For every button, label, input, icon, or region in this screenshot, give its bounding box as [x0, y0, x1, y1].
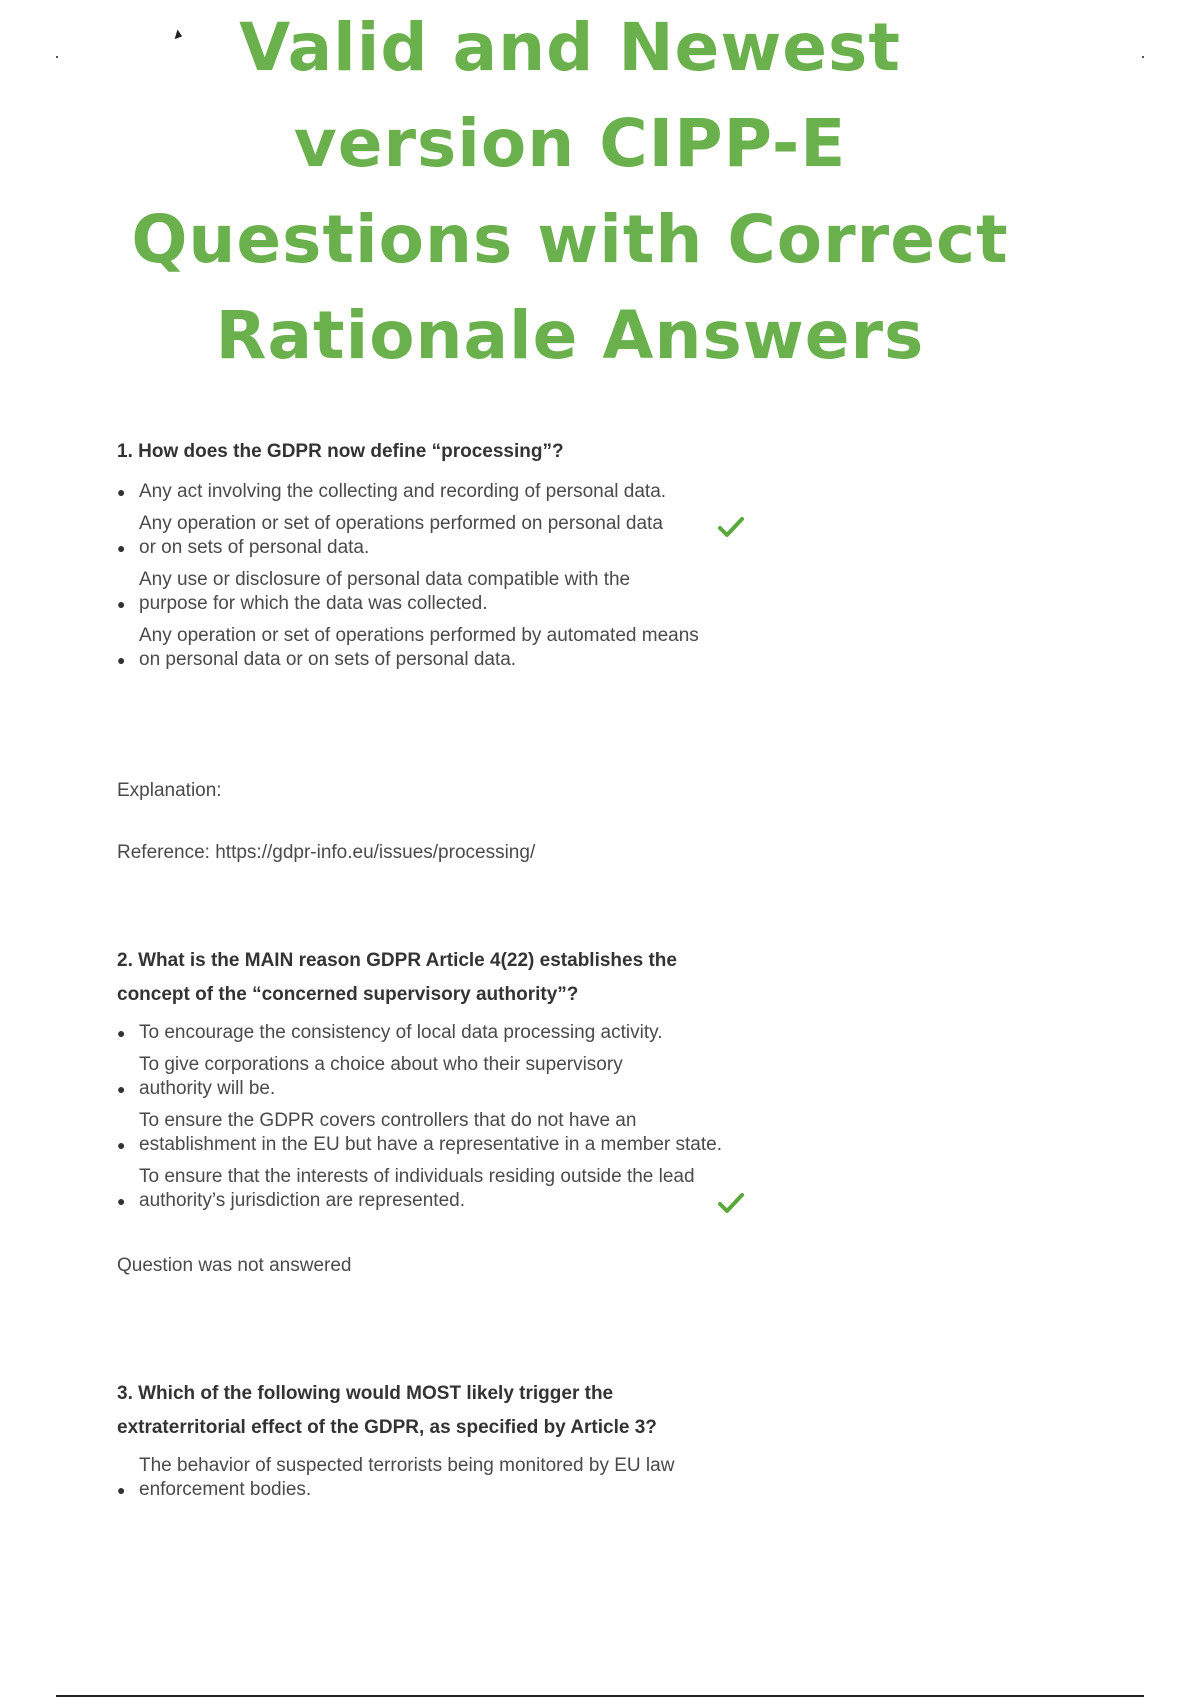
question-2-options — [117, 1021, 757, 1221]
checkmark-icon — [718, 516, 744, 538]
bullet-icon: ● — [117, 1025, 126, 1041]
bullet-icon: ● — [117, 596, 126, 612]
document-title — [60, 0, 1080, 384]
bullet-icon: ● — [117, 540, 126, 556]
answer-option-text: To ensure the GDPR covers controllers that do not have an establishment in the EU but have a representative in a member state. — [139, 1110, 722, 1155]
title-line: version CIPP-E — [293, 105, 847, 182]
answer-option[interactable] — [117, 624, 707, 672]
reference-text: Reference: https://gdpr-info.eu/issues/processing/ — [117, 842, 536, 863]
answer-option[interactable] — [117, 568, 697, 616]
answer-option-text: To give corporations a choice about who their supervisory authority will be. — [139, 1054, 623, 1099]
answer-option-text: Any operation or set of operations performed on personal data or on sets of personal data. — [139, 513, 663, 558]
answer-option-text: Any use or disclosure of personal data compatible with the purpose for which the data was collected. — [139, 569, 631, 614]
answer-option[interactable] — [117, 480, 757, 504]
bullet-icon: ● — [117, 652, 126, 668]
bullet-icon: ● — [117, 484, 126, 500]
bullet-icon: ● — [117, 1193, 126, 1209]
answer-option-text: The behavior of suspected terrorists being monitored by EU law enforcement bodies. — [139, 1455, 675, 1500]
corner-mark-right — [1142, 56, 1144, 58]
answer-option-text: To encourage the consistency of local data processing activity. — [139, 1022, 663, 1043]
question-3-options — [117, 1454, 757, 1510]
question-1-options — [117, 480, 757, 680]
answer-option[interactable] — [117, 1109, 757, 1157]
answer-option-correct[interactable] — [117, 512, 677, 560]
bullet-icon: ● — [117, 1137, 126, 1153]
corner-mark-left — [56, 56, 58, 58]
question-status: Question was not answered — [117, 1255, 352, 1276]
title-line: Questions with Correct — [131, 201, 1009, 278]
title-line: Rationale Answers — [215, 297, 925, 374]
question-line: concept of the “concerned supervisory authority”? — [117, 984, 579, 1005]
page-bottom-rule — [56, 1695, 1144, 1697]
answer-option[interactable] — [117, 1053, 677, 1101]
question-2-text — [117, 944, 757, 1012]
title-line: Valid and Newest — [239, 9, 901, 86]
answer-option[interactable] — [117, 1021, 757, 1045]
answer-option-text: To ensure that the interests of individuals residing outside the lead authority’s jurisdiction are represented. — [139, 1166, 695, 1211]
answer-option-text: Any operation or set of operations performed by automated means on personal data or on sets of personal data. — [139, 625, 699, 670]
question-3-text — [117, 1377, 757, 1445]
question-line: extraterritorial effect of the GDPR, as specified by Article 3? — [117, 1417, 657, 1438]
bullet-icon: ● — [117, 1482, 126, 1498]
bullet-icon: ● — [117, 1081, 126, 1097]
question-line: 3. Which of the following would MOST likely trigger the — [117, 1383, 614, 1404]
checkmark-icon — [718, 1192, 744, 1214]
question-line: 2. What is the MAIN reason GDPR Article 4(22) establishes the — [117, 950, 677, 971]
answer-option-text: Any act involving the collecting and recording of personal data. — [139, 481, 667, 502]
question-1-text: 1. How does the GDPR now define “processing”? — [117, 441, 564, 462]
answer-option-correct[interactable] — [117, 1165, 727, 1213]
answer-option[interactable] — [117, 1454, 757, 1502]
explanation-label: Explanation: — [117, 780, 222, 801]
